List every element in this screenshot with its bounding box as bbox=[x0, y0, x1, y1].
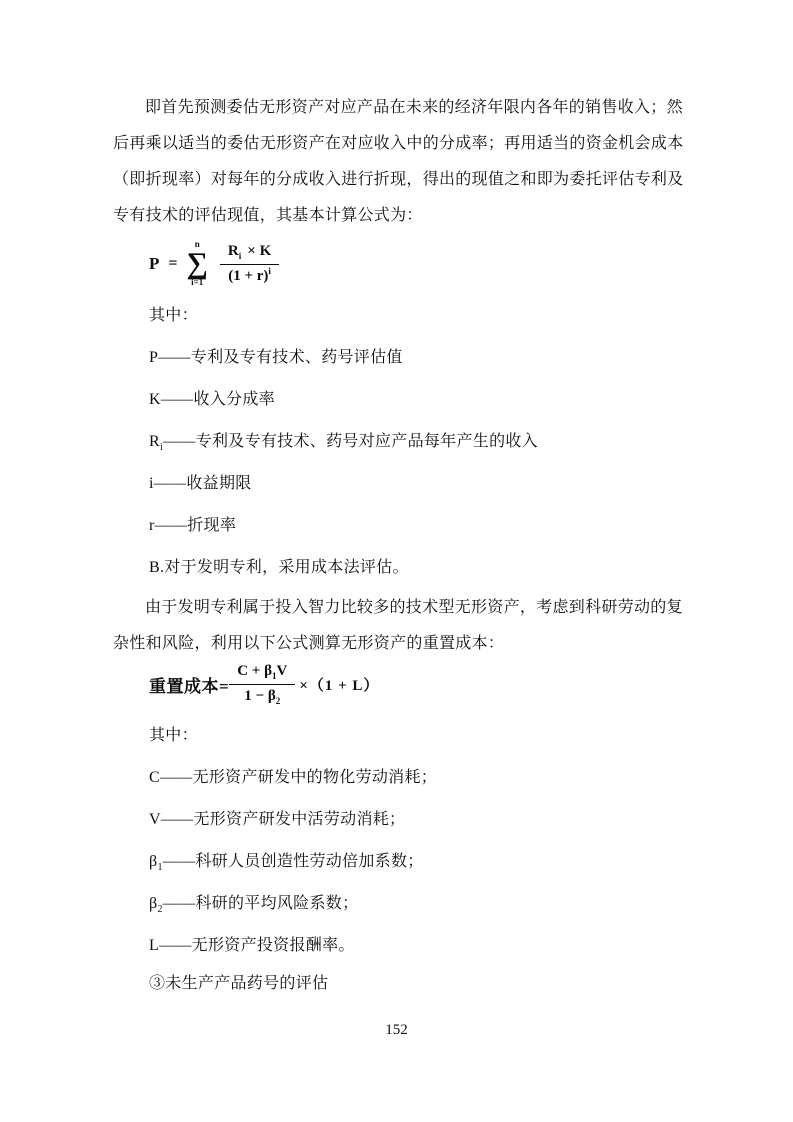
term-subscript: 1 bbox=[157, 862, 163, 874]
page-number: 152 bbox=[385, 1022, 408, 1038]
term-description: ——科研人员创造性劳动倍加系数； bbox=[162, 853, 424, 870]
denominator-pre: 1 − β bbox=[244, 687, 276, 704]
definition-ri bbox=[113, 424, 683, 460]
term: K bbox=[149, 391, 161, 408]
paragraph-line: 由于发明专利属于投入智力比较多的技术型无形资产，考虑到科研劳动的复 bbox=[145, 599, 683, 616]
definition-p bbox=[113, 340, 683, 376]
heading-unproduced-drug-number: ③未生产产品药号的评估 bbox=[149, 975, 329, 992]
term: R bbox=[149, 433, 160, 450]
definition-beta2 bbox=[113, 886, 683, 922]
paragraph-line: （即折现率）对每年的分成收入进行折现，得出的现值之和即为委托评估专利及 bbox=[113, 171, 684, 188]
numerator-pre: C + β bbox=[237, 663, 272, 680]
term-description: ——无形资产投资报酬率。 bbox=[159, 937, 355, 954]
term: r bbox=[149, 517, 155, 534]
fraction bbox=[220, 243, 279, 285]
denominator-base: (1 + r) bbox=[228, 267, 269, 284]
definition-i bbox=[113, 466, 683, 502]
equals-sign: = bbox=[168, 255, 178, 272]
fraction-numerator bbox=[229, 663, 295, 684]
term-description: ——收入分成率 bbox=[160, 391, 275, 408]
fraction-numerator bbox=[220, 243, 279, 264]
fraction-denominator bbox=[228, 265, 271, 285]
definition-c bbox=[113, 760, 683, 796]
numerator-rest: × K bbox=[247, 243, 272, 260]
formula-suffix: ×（1 + L） bbox=[299, 677, 380, 694]
formula-replacement-cost bbox=[113, 662, 683, 706]
paragraph-line: 即首先预测委估无形资产对应产品在未来的经济年限内各年的销售收入；然 bbox=[145, 99, 683, 116]
term: L bbox=[149, 937, 160, 954]
term: β bbox=[149, 895, 158, 912]
numerator-subscript: i bbox=[238, 251, 242, 262]
term-description: ——折现率 bbox=[154, 517, 237, 534]
paragraph-income-method bbox=[113, 90, 683, 234]
fraction-denominator bbox=[244, 685, 280, 705]
term: P bbox=[149, 349, 159, 366]
term-subscript: 2 bbox=[157, 904, 163, 916]
term-subscript: i bbox=[159, 442, 164, 454]
paragraph-cost-method bbox=[113, 590, 683, 662]
definition-k bbox=[113, 382, 683, 418]
formula-present-value bbox=[113, 234, 683, 294]
denominator-superscript: i bbox=[268, 265, 271, 276]
where-label: 其中： bbox=[149, 727, 198, 744]
fraction bbox=[229, 663, 295, 705]
term: i bbox=[149, 475, 154, 492]
numerator-subscript: 1 bbox=[271, 671, 277, 682]
sum-upper-limit: n bbox=[194, 238, 200, 249]
numerator-post: V bbox=[276, 663, 288, 680]
term-description: ——专利及专有技术、药号对应产品每年产生的收入 bbox=[163, 433, 538, 450]
formula-lhs: P bbox=[149, 254, 160, 273]
term-description: ——无形资产研发中的物化劳动消耗； bbox=[159, 769, 438, 786]
summation-symbol bbox=[187, 240, 208, 288]
term-description: ——专利及专有技术、药号评估值 bbox=[158, 349, 403, 366]
definition-v bbox=[113, 802, 683, 838]
numerator-base: R bbox=[227, 243, 239, 260]
paragraph-line: 后再乘以适当的委估无形资产在对应收入中的分成率；再用适当的资金机会成本 bbox=[113, 135, 684, 152]
sum-lower-limit: i=1 bbox=[191, 277, 204, 288]
definition-r bbox=[113, 508, 683, 544]
term-description: ——科研的平均风险系数； bbox=[162, 895, 359, 912]
term: β bbox=[149, 853, 158, 870]
term: V bbox=[149, 811, 161, 828]
formula-lhs: 重置成本= bbox=[149, 676, 230, 696]
term-description: ——收益期限 bbox=[153, 475, 252, 492]
definition-l bbox=[113, 928, 683, 964]
paragraph-line: 专有技术的评估现值，其基本计算公式为： bbox=[113, 207, 423, 224]
term-description: ——无形资产研发中活劳动消耗； bbox=[160, 811, 406, 828]
item-b-cost-method: B.对于发明专利，采用成本法评估。 bbox=[149, 559, 409, 576]
term: C bbox=[149, 769, 160, 786]
paragraph-line: 杂性和风险，利用以下公式测算无形资产的重置成本： bbox=[113, 635, 505, 652]
definition-beta1 bbox=[113, 844, 683, 880]
denominator-subscript: 2 bbox=[275, 695, 281, 706]
sigma-icon: ∑ bbox=[186, 246, 208, 280]
where-label: 其中： bbox=[149, 307, 198, 324]
